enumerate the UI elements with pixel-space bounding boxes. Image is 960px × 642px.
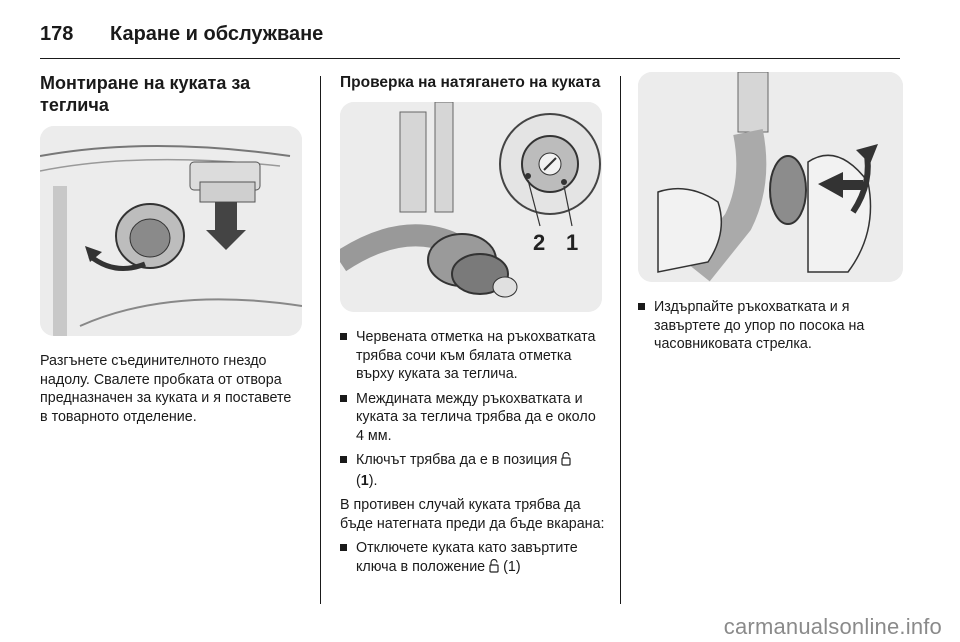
reference-number: 1	[360, 472, 369, 489]
column-2	[340, 72, 605, 584]
installation-text: Разгънете съединителното гнездо надолу. Свалете пробката от отвора предназначен за куката и я поставете в товарното отделение.	[40, 353, 292, 425]
handle-drawing	[638, 72, 903, 282]
column-1	[40, 72, 302, 426]
column-divider-1	[320, 76, 321, 604]
figure-tension-check	[340, 102, 602, 312]
figure-pull-handle	[638, 72, 903, 282]
header-rule	[40, 58, 900, 59]
running-title: Каране и обслужване	[110, 22, 324, 45]
column-divider-2	[620, 76, 621, 604]
unlock-bullets	[340, 539, 605, 578]
section-heading: Монтиране на куката за теглича	[40, 73, 251, 115]
callout-1: 1	[566, 230, 579, 255]
list-item: Междината между ръкохватката и куката за теглича трябва да е около 4 мм.	[340, 390, 605, 446]
list-item: Отключете куката като завъртите ключа в положение (1)	[340, 539, 605, 578]
watermark: carmanualsonline.info	[723, 614, 942, 639]
callout-2: 2	[533, 230, 546, 255]
figure-socket-illustration	[40, 126, 302, 336]
check-bullets	[340, 328, 605, 490]
lock-open-icon	[489, 559, 499, 579]
column-3	[638, 72, 903, 360]
page-header	[40, 14, 323, 54]
otherwise-text: В противен случай куката трябва да бъде натегната преди да бъде вкарана:	[340, 497, 605, 532]
pull-bullets	[638, 298, 903, 354]
lock-open-icon	[561, 452, 571, 472]
list-item: Червената отметка на ръкохватката трябва сочи към бялата отметка върху куката за теглича.	[340, 328, 605, 384]
tension-drawing	[340, 102, 602, 312]
subsection-heading: Проверка на натягането на куката	[340, 74, 601, 91]
list-item: Издърпайте ръкохватката и я завъртете до упор по посока на часовниковата стрелка.	[638, 298, 903, 354]
socket-drawing	[40, 126, 302, 336]
page-number: 178	[40, 22, 74, 45]
list-item: Ключът трябва да е в позиция (1).	[340, 451, 605, 490]
